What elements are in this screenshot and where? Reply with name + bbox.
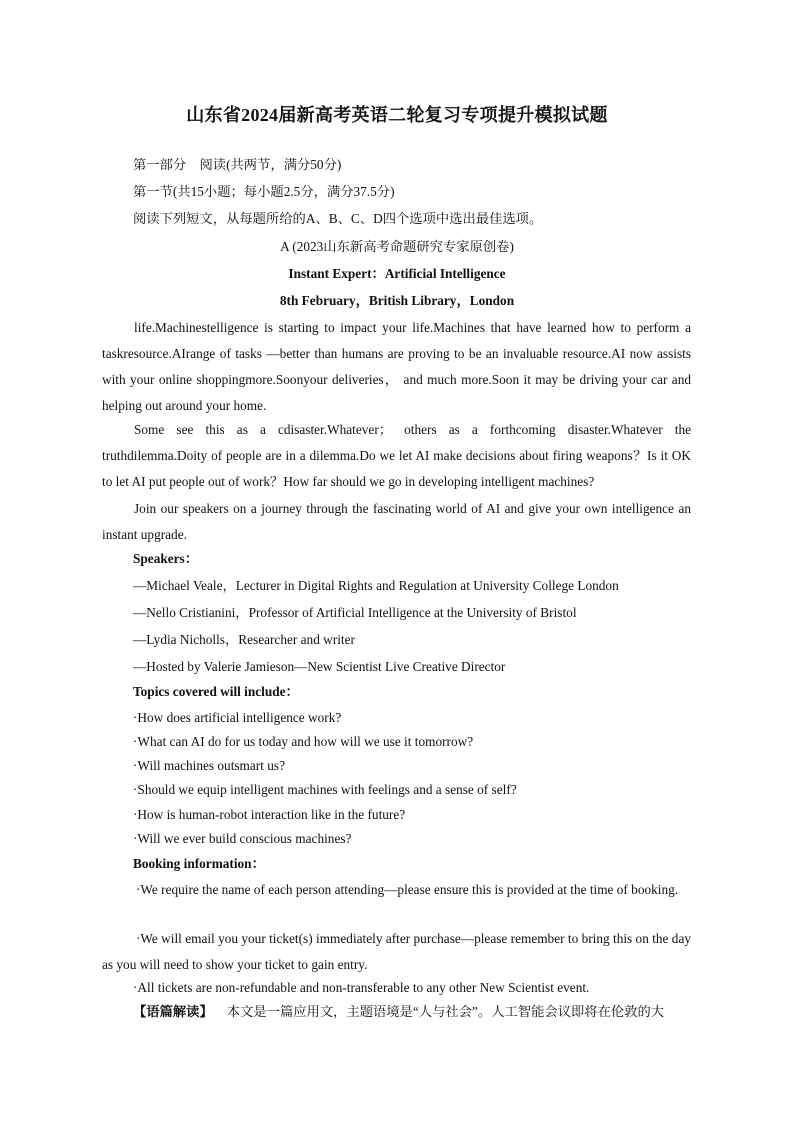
paragraph-3: Join our speakers on a journey through the fascinating world of AI and give your own intelligence an instant upgrade. <box>102 501 691 542</box>
speaker-item: —Lydia Nicholls，Researcher and writer <box>133 632 355 647</box>
speaker-item: —Michael Veale，Lecturer in Digital Rights and Regulation at University College London <box>133 578 619 593</box>
booking-heading: Booking information： <box>133 856 265 871</box>
analysis-label: 【语篇解读】 <box>133 1004 213 1019</box>
passage-label: A (2023山东新高考命题研究专家原创卷) <box>280 239 514 254</box>
document-title: 山东省2024届新高考英语二轮复习专项提升模拟试题 <box>186 105 608 125</box>
booking-item: ·We require the name of each person attending—please ensure this is provided at the time of booking. <box>136 882 679 897</box>
instructions: 阅读下列短文，从每题所给的A、B、C、D四个选项中选出最佳选项。 <box>133 211 543 226</box>
topic-item: ·How does artificial intelligence work? <box>133 710 342 725</box>
event-info: 8th February，British Library，London <box>279 293 515 308</box>
analysis-text: 本文是一篇应用文，主题语境是“人与社会”。人工智能会议即将在伦敦的大 <box>226 1004 665 1019</box>
event-title: Instant Expert：Artificial Intelligence <box>288 266 506 281</box>
subsection-heading: 第一节(共15小题；每小题2.5分，满分37.5分) <box>133 184 395 199</box>
booking-item: ·All tickets are non-refundable and non-transferable to any other New Scientist event. <box>133 980 590 995</box>
paragraph-1: life.Machinestelligence is starting to impact your life.Machines that have learned how to perform a taskresource.AIrange of tasks —better than humans are proving to be an invaluable resource.AI now assists with your online shoppingmore.Soonyour deliveries， and much more.Soon it may be driving your car and helping out around your home. <box>102 320 691 413</box>
topic-item: ·What can AI do for us today and how will we use it tomorrow? <box>133 734 474 749</box>
section-heading: 第一部分 阅读(共两节，满分50分) <box>133 157 342 172</box>
booking-item: ·We will email you your ticket(s) immediately after purchase—please remember to bring this on the day as you will need to show your ticket to gain entry. <box>102 931 691 972</box>
topics-heading: Topics covered will include： <box>133 684 299 699</box>
topic-item: ·How is human-robot interaction like in the future? <box>133 807 406 822</box>
speaker-item: —Nello Cristianini，Professor of Artificial Intelligence at the University of Bristol <box>133 605 577 620</box>
speakers-heading: Speakers： <box>133 551 199 566</box>
topic-item: ·Should we equip intelligent machines with feelings and a sense of self? <box>133 782 517 797</box>
speaker-item: —Hosted by Valerie Jamieson—New Scientist Live Creative Director <box>133 659 506 674</box>
paragraph-2: Some see this as a cdisaster.Whatever； others as a forthcoming disaster.Whatever the truthdilemma.Doity of people are in a dilemma.Do we let AI make decisions about firing weapons？Is it OK to let AI put people out of work？How far should we go in developing intelligent machines? <box>102 422 691 489</box>
analysis-line <box>133 1004 664 1020</box>
topic-item: ·Will we ever build conscious machines? <box>133 831 352 846</box>
topic-item: ·Will machines outsmart us? <box>133 758 285 773</box>
